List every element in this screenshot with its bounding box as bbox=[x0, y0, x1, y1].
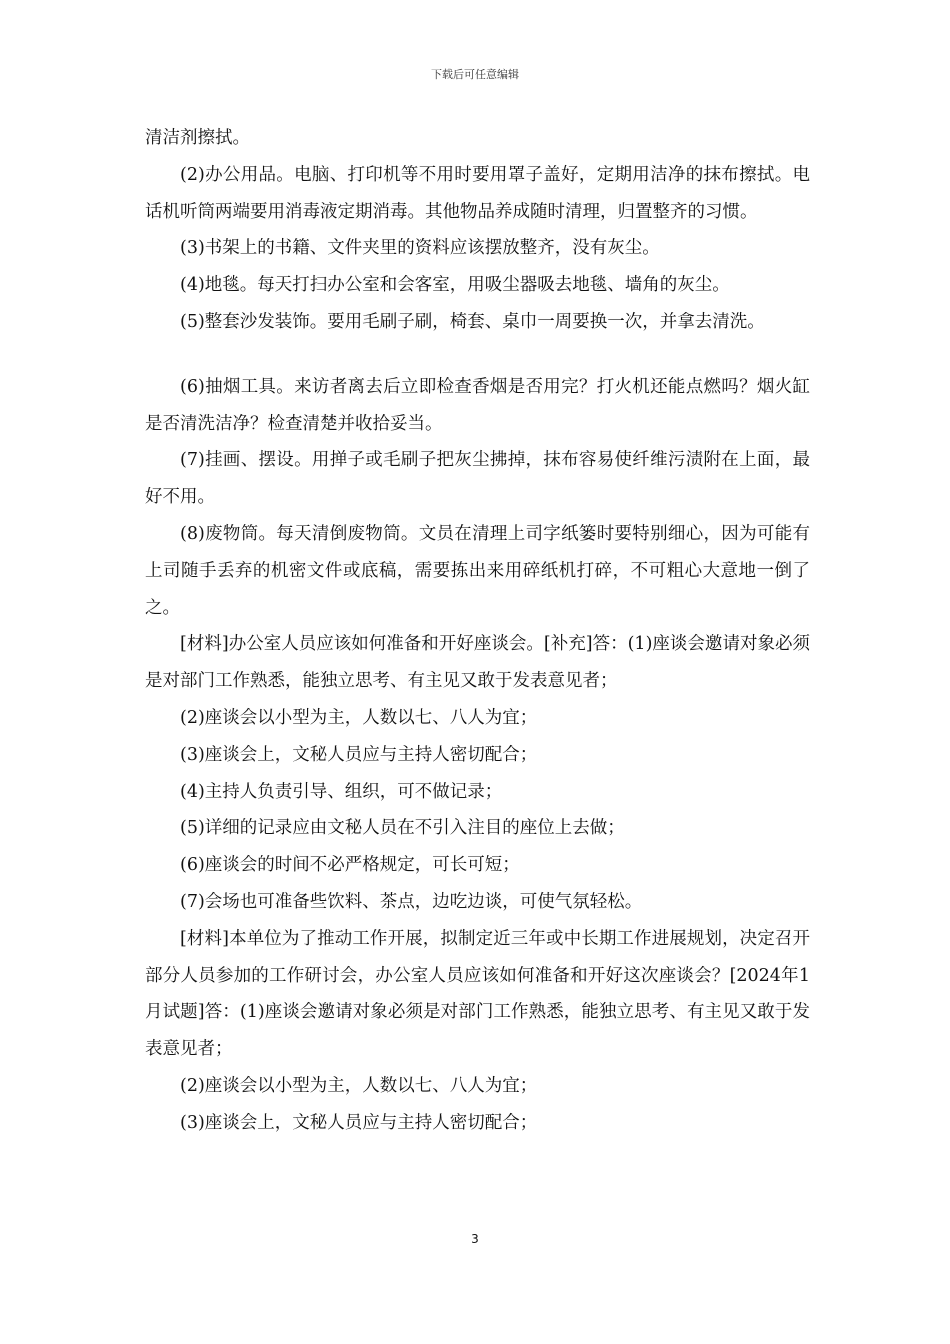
paragraph: (7)挂画、摆设。用掸子或毛刷子把灰尘拂掉，抹布容易使纤维污渍附在上面，最好不用。 bbox=[145, 450, 810, 508]
paragraph: (5)详细的记录应由文秘人员在不引入注目的座位上去做； bbox=[180, 818, 625, 839]
paragraph: (6)抽烟工具。来访者离去后立即检查香烟是否用完？打火机还能点燃吗？烟火缸是否清洗洁净？检查清楚并收拾妥当。 bbox=[145, 376, 810, 434]
paragraph: (3)座谈会上，文秘人员应与主持人密切配合； bbox=[180, 1112, 538, 1133]
page-number: 3 bbox=[471, 1232, 479, 1246]
paragraph: (3)书架上的书籍、文件夹里的资料应该摆放整齐，没有灰尘。 bbox=[180, 238, 660, 259]
paragraph: (5)整套沙发装饰。要用毛刷子刷，椅套、桌巾一周要换一次，并拿去清洗。 bbox=[180, 311, 765, 332]
paragraph: [材料]本单位为了推动工作开展，拟制定近三年或中长期工作进展规划，决定召开部分人员参加的工作研讨会，办公室人员应该如何准备和开好这次座谈会？[2024年1月试题]答：(1)座谈会邀请对象必须是对部门工作熟悉，能独立思考、有主见又敢于发表意见者； bbox=[145, 928, 810, 1060]
paragraph-gap bbox=[145, 341, 810, 369]
paragraph: (8)废物筒。每天清倒废物筒。文员在清理上司字纸篓时要特别细心，因为可能有上司随手丢弃的机密文件或底稿，需要拣出来用碎纸机打碎，不可粗心大意地一倒了之。 bbox=[145, 523, 810, 618]
paragraph: (7)会场也可准备些饮料、茶点，边吃边谈，可使气氛轻松。 bbox=[180, 891, 643, 912]
paragraph: (3)座谈会上，文秘人员应与主持人密切配合； bbox=[180, 744, 538, 765]
paragraph: (6)座谈会的时间不必严格规定，可长可短； bbox=[180, 855, 520, 876]
page-header: 下载后可任意编辑 bbox=[431, 68, 519, 81]
paragraph: (4)主持人负责引导、组织，可不做记录； bbox=[180, 781, 503, 802]
paragraph: 清洁剂擦拭。 bbox=[145, 128, 250, 148]
paragraph: [材料]办公室人员应该如何准备和开好座谈会。[补充]答：(1)座谈会邀请对象必须是对部门工作熟悉，能独立思考、有主见又敢于发表意见者； bbox=[145, 634, 810, 692]
paragraph: (2)办公用品。电脑、打印机等不用时要用罩子盖好，定期用洁净的抹布擦拭。电话机听筒两端要用消毒液定期消毒。其他物品养成随时清理，归置整齐的习惯。 bbox=[145, 164, 810, 222]
paragraph: (4)地毯。每天打扫办公室和会客室，用吸尘器吸去地毯、墙角的灰尘。 bbox=[180, 275, 730, 296]
paragraph: (2)座谈会以小型为主，人数以七、八人为宜； bbox=[180, 1075, 538, 1096]
document-body bbox=[145, 120, 810, 1142]
paragraph: (2)座谈会以小型为主，人数以七、八人为宜； bbox=[180, 707, 538, 728]
